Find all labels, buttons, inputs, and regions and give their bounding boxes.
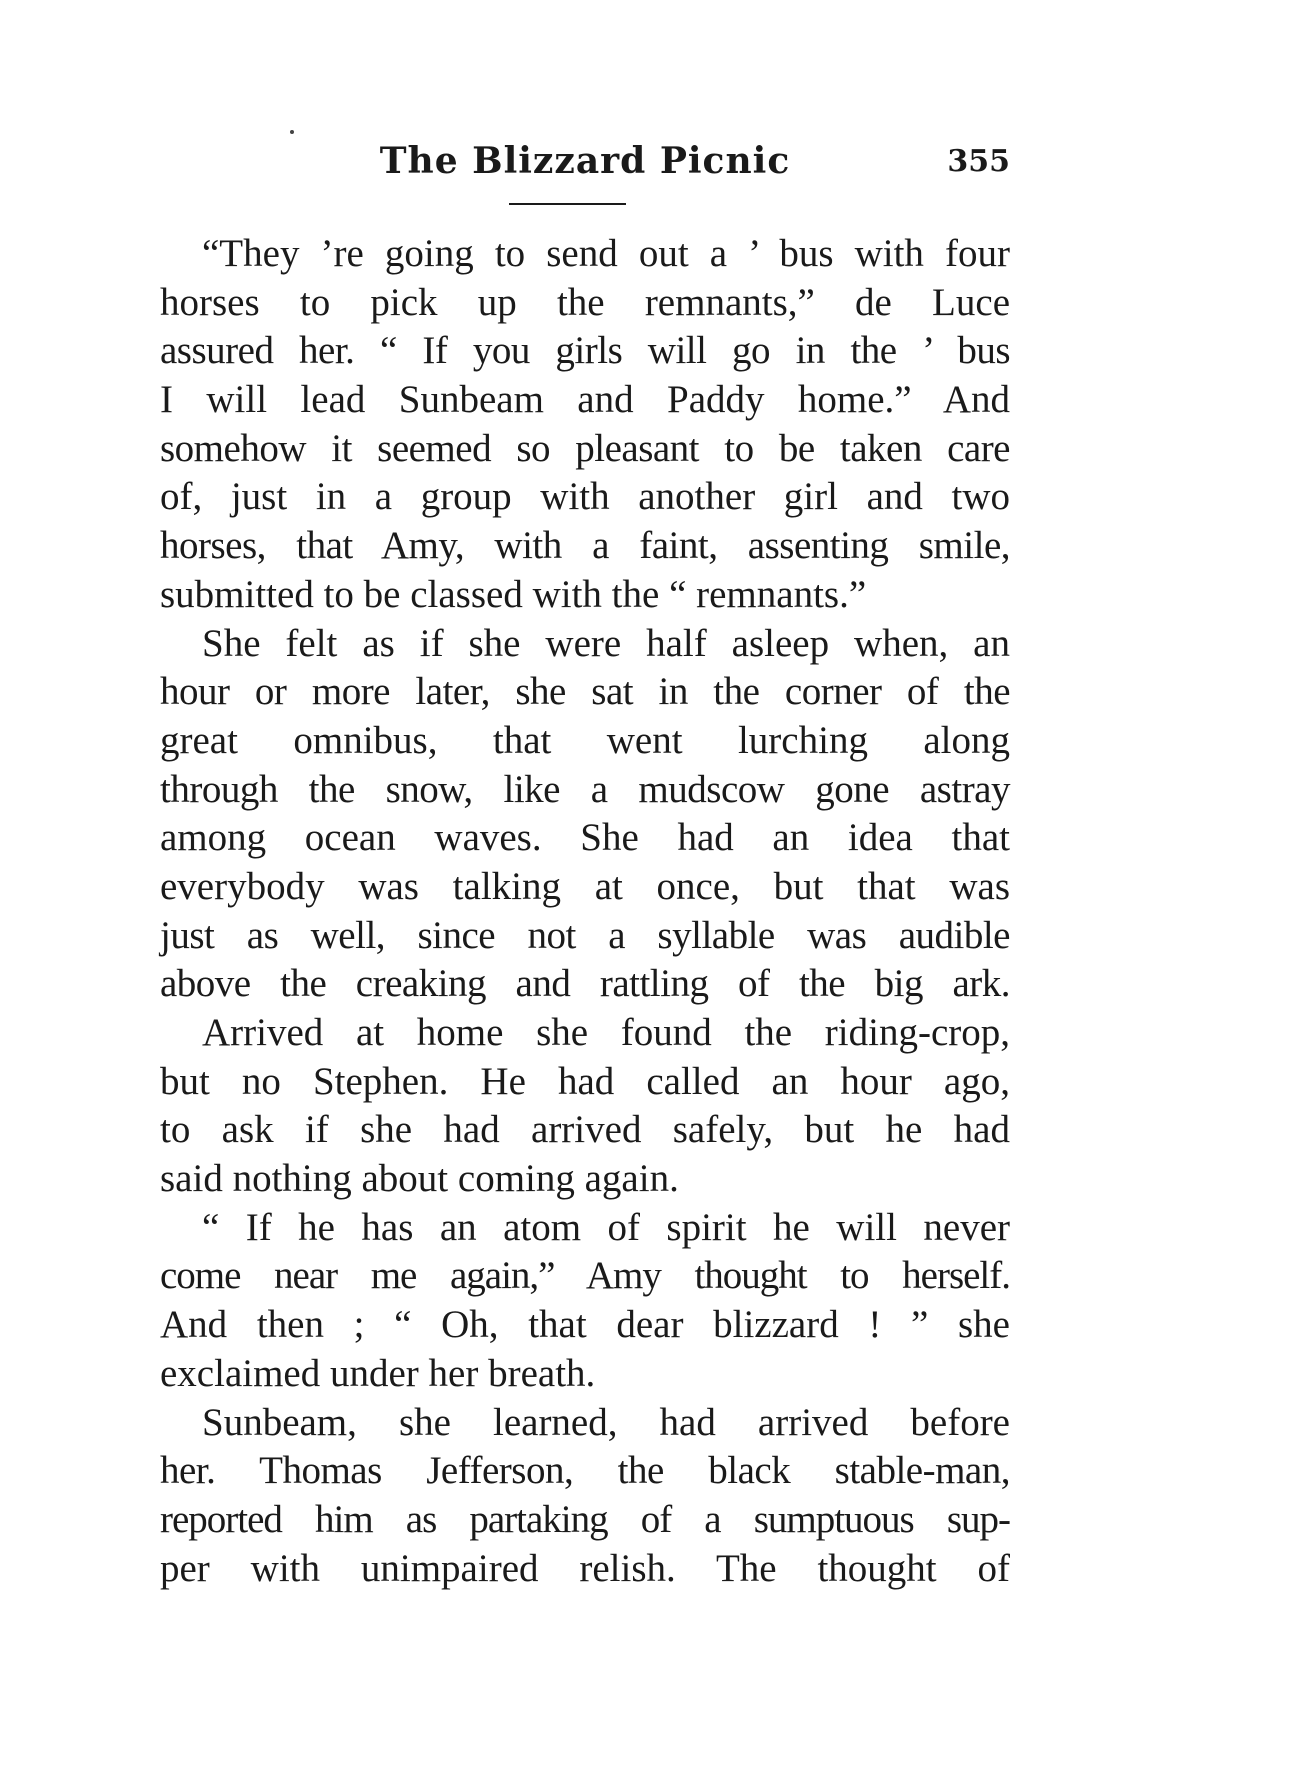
body-text [160,230,1010,1593]
text-line: of, just in a group with another girl and two [160,475,1010,519]
text-line: horses to pick up the remnants,” de Luce [160,280,1010,324]
text-line: above the creaking and rattling of the big ark. [160,962,1010,1006]
header-rule [509,203,626,205]
text-line: hour or more later, she sat in the corner of the [160,670,1010,714]
text-line: I will lead Sunbeam and Paddy home.” And [160,378,1010,422]
page-number: 355 [947,144,1010,179]
text-line: submitted to be classed with the “ remnants.” [160,572,867,616]
text-line: assured her. “ If you girls will go in the ’ bus [160,329,1010,373]
text-line: to ask if she had arrived safely, but he had [160,1108,1010,1152]
running-title: The Blizzard Picnic [379,140,791,182]
text-line: And then ; “ Oh, that dear blizzard ! ” she [160,1303,1010,1347]
text-line: horses, that Amy, with a faint, assenting smile, [160,524,1010,568]
running-head [160,140,1010,200]
text-line: “ If he has an atom of spirit he will never [202,1205,1010,1249]
text-line: among ocean waves. She had an idea that [160,816,1010,860]
text-line: She felt as if she were half asleep when, an [202,621,1010,665]
text-line: Arrived at home she found the riding-crop, [202,1011,1010,1054]
text-line: exclaimed under her breath. [160,1351,596,1395]
text-line: said nothing about coming again. [160,1157,679,1201]
text-line: her. Thomas Jefferson, the black stable-man, [160,1449,1010,1493]
text-line: come near me again,” Amy thought to herself. [160,1254,1010,1298]
text-line: “They ’re going to send out a ’ bus with four [202,232,1010,275]
text-line: Sunbeam, she learned, had arrived before [202,1400,1010,1444]
text-line: somehow it seemed so pleasant to be taken care [160,426,1010,470]
text-line: great omnibus, that went lurching along [160,718,1010,762]
text-line: but no Stephen. He had called an hour ago, [160,1059,1010,1103]
text-line: reported him as partaking of a sumptuous sup- [160,1497,1010,1541]
text-line: just as well, since not a syllable was audible [160,913,1010,957]
text-line: per with unimpaired relish. The thought of [160,1546,1010,1590]
text-line: everybody was talking at once, but that was [160,864,1010,908]
text-line: through the snow, like a mudscow gone astray [160,767,1010,811]
scan-speck [290,130,294,134]
